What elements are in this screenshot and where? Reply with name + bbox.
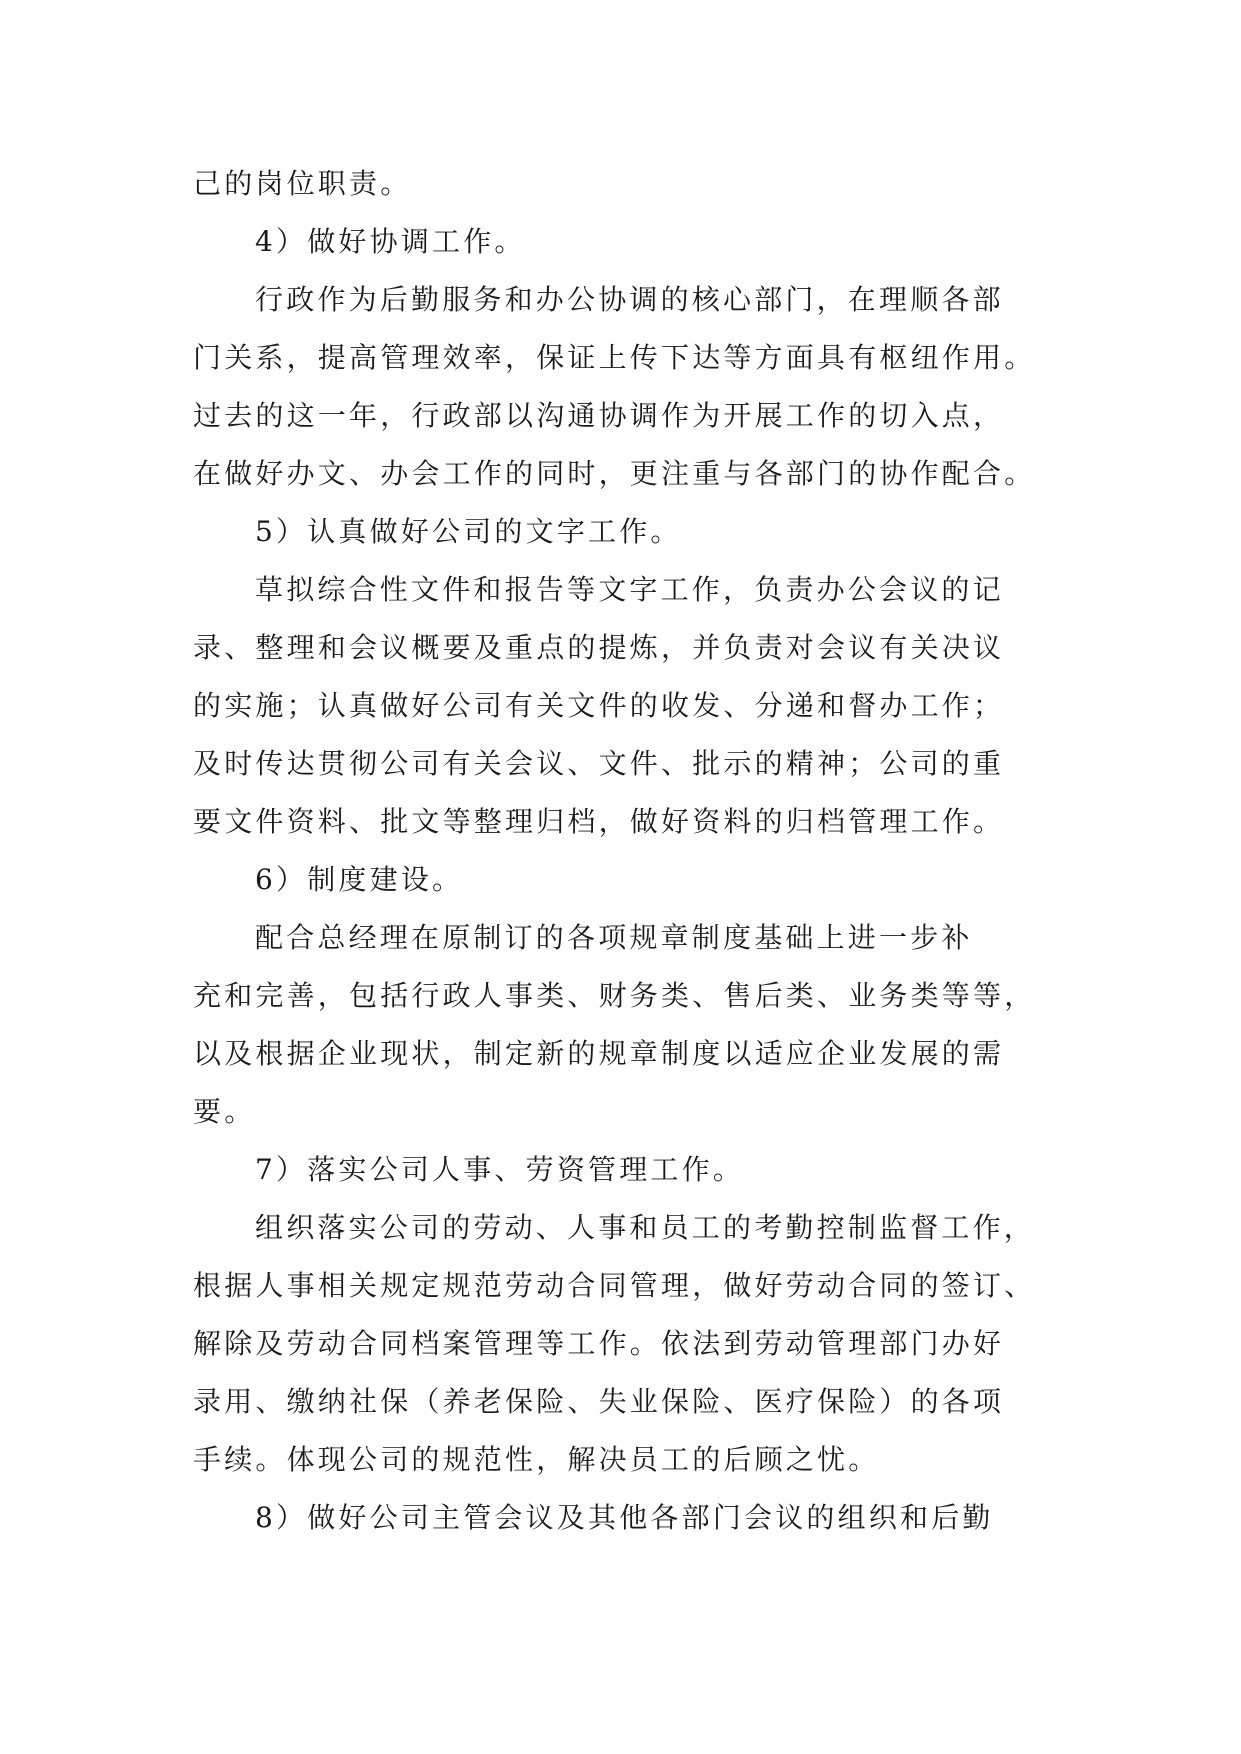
text-line: 6）制度建设。 bbox=[255, 863, 464, 896]
text-line: 己的岗位职责。 bbox=[193, 167, 412, 200]
text-line: 及时传达贯彻公司有关会议、文件、批示的精神；公司的重 bbox=[193, 747, 1005, 780]
text-line: 4）做好协调工作。 bbox=[255, 225, 526, 258]
text-line: 充和完善，包括行政人事类、财务类、售后类、业务类等等， bbox=[193, 979, 1036, 1012]
text-line: 草拟综合性文件和报告等文字工作，负责办公会议的记 bbox=[255, 573, 1004, 606]
text-line: 8）做好公司主管会议及其他各部门会议的组织和后勤 bbox=[255, 1501, 994, 1534]
text-line: 门关系，提高管理效率，保证上传下达等方面具有枢纽作用。 bbox=[193, 341, 1036, 374]
text-line: 解除及劳动合同档案管理等工作。依法到劳动管理部门办好 bbox=[193, 1327, 1005, 1360]
text-line: 行政作为后勤服务和办公协调的核心部门，在理顺各部 bbox=[255, 283, 1004, 316]
document-body bbox=[193, 155, 1073, 1547]
text-line: 录用、缴纳社保（养老保险、失业保险、医疗保险）的各项 bbox=[193, 1385, 1005, 1418]
text-line: 要。 bbox=[193, 1095, 256, 1128]
text-line: 手续。体现公司的规范性，解决员工的后顾之忧。 bbox=[193, 1443, 880, 1476]
text-line: 以及根据企业现状，制定新的规章制度以适应企业发展的需 bbox=[193, 1037, 1005, 1070]
text-line: 根据人事相关规定规范劳动合同管理，做好劳动合同的签订、 bbox=[193, 1269, 1036, 1302]
text-line: 5）认真做好公司的文字工作。 bbox=[255, 515, 682, 548]
text-line: 录、整理和会议概要及重点的提炼，并负责对会议有关决议 bbox=[193, 631, 1005, 664]
text-line: 配合总经理在原制订的各项规章制度基础上进一步补 bbox=[255, 921, 973, 954]
text-line: 的实施；认真做好公司有关文件的收发、分递和督办工作； bbox=[193, 689, 1005, 722]
text-line: 要文件资料、批文等整理归档，做好资料的归档管理工作。 bbox=[193, 805, 1005, 838]
text-line: 过去的这一年，行政部以沟通协调作为开展工作的切入点， bbox=[193, 399, 1005, 432]
text-line: 在做好办文、办会工作的同时，更注重与各部门的协作配合。 bbox=[193, 457, 1036, 490]
text-line: 组织落实公司的劳动、人事和员工的考勤控制监督工作， bbox=[255, 1211, 1036, 1244]
text-line: 7）落实公司人事、劳资管理工作。 bbox=[255, 1153, 745, 1186]
